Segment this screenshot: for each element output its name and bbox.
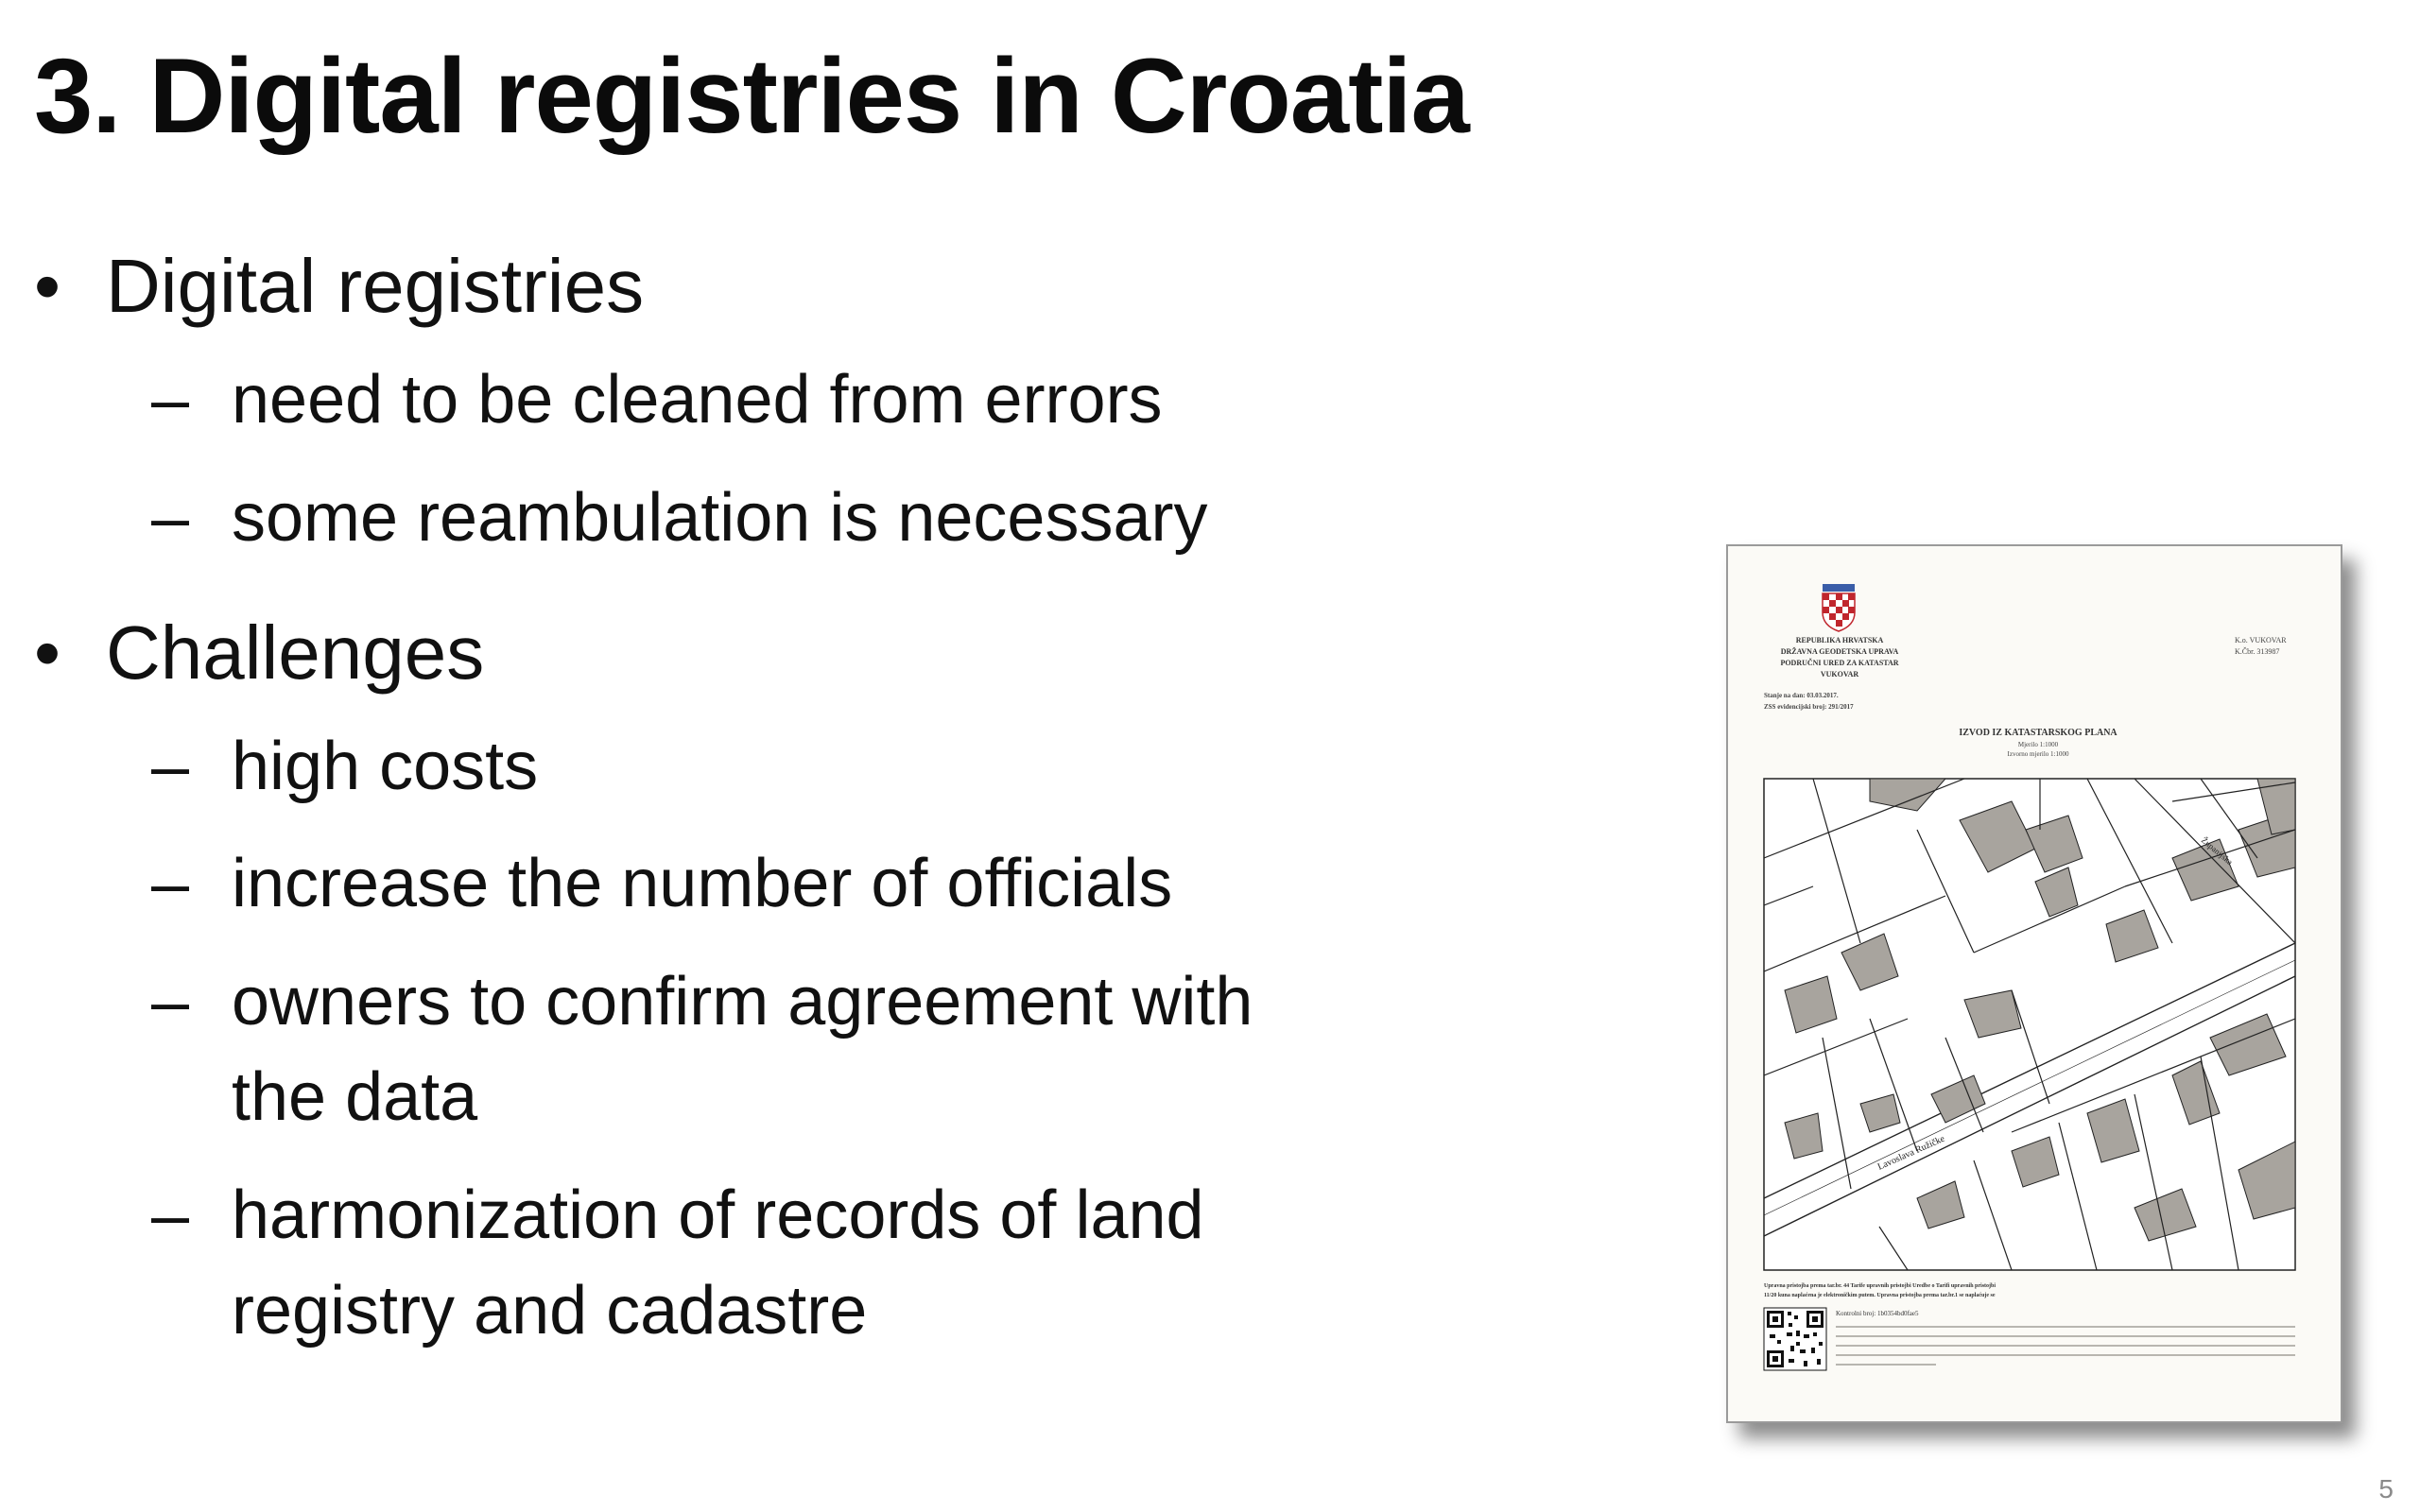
cadastral-map: [1764, 779, 2295, 1270]
sub-bullet-errors: [34, 352, 1509, 448]
dash-icon: –: [151, 728, 190, 804]
cadastral-extract-image: [1726, 544, 2342, 1423]
dash-icon: –: [151, 362, 190, 438]
doc-header-line: REPUBLIKA HRVATSKA: [1795, 636, 1884, 644]
doc-footer-line: Upravna pristojba prema tar.br. 44 Tarife upravnih pristojbi Uredbe o Tarifi upravnih pristojbi: [1764, 1283, 1996, 1289]
bullet-text: Digital registries: [106, 244, 645, 328]
croatian-coat-of-arms-icon: [1823, 584, 1855, 631]
page-number: 5: [2378, 1474, 2394, 1503]
street-label: Lavoslava Ružičke: [1876, 1133, 1946, 1173]
bullet-list: [34, 241, 1509, 1381]
bullet-digital-registries: [34, 241, 1509, 332]
doc-footer-line: 11/20 kuna naplaćena je elektroničkim putem. Upravna pristojba prema tar.br.1 se naplaćuje se: [1764, 1293, 1996, 1298]
bullet-challenges: [34, 608, 1509, 698]
sub-bullet-officials: [34, 836, 1509, 932]
doc-header-line: DRŽAVNA GEODETSKA UPRAVA: [1780, 647, 1899, 656]
sub-bullet-text: harmonization of records of land registry and cadastre: [232, 1177, 1204, 1349]
sub-bullet-text: owners to confirm agreement with the data: [232, 964, 1253, 1135]
sub-bullet-owners: [34, 954, 1290, 1145]
doc-date-line: ZSS evidencijski broj: 291/2017: [1764, 703, 1854, 711]
dash-icon: –: [151, 1177, 190, 1253]
bullet-icon: •: [34, 244, 61, 328]
doc-control-number: Kontrolni broj: 1b0354bd0fae5: [1836, 1310, 1919, 1317]
doc-scale-line: Mjerilo 1:1000: [2017, 741, 2059, 748]
doc-extract-title: IZVOD IZ KATASTARSKOG PLANA: [1959, 728, 2118, 738]
qr-code-icon: [1764, 1308, 1826, 1370]
section-challenges: [34, 608, 1509, 1359]
sub-bullet-text: some reambulation is necessary: [232, 479, 1208, 556]
sub-bullet-text: high costs: [232, 728, 539, 804]
doc-date-line: Stanje na dan: 03.03.2017.: [1764, 692, 1839, 699]
slide-title: 3. Digital registries in Croatia: [34, 37, 1469, 155]
dash-icon: –: [151, 479, 190, 556]
sub-bullet-harmonization: [34, 1168, 1243, 1359]
doc-scale-line: Izvorno mjerilo 1:1000: [2007, 750, 2069, 758]
doc-header-line: PODRUČNI URED ZA KATASTAR: [1780, 659, 1899, 667]
sub-bullet-text: increase the number of officials: [232, 846, 1173, 922]
bullet-icon: •: [34, 610, 61, 695]
sub-bullet-reambulation: [34, 471, 1509, 566]
section-digital-registries: [34, 241, 1509, 566]
sub-bullet-costs: [34, 719, 1509, 815]
sub-bullet-text: need to be cleaned from errors: [232, 362, 1163, 438]
dash-icon: –: [151, 846, 190, 922]
street-label: Županijska: [2199, 834, 2235, 868]
bullet-text: Challenges: [106, 610, 485, 695]
doc-header-right: K.o. VUKOVAR: [2235, 636, 2287, 644]
doc-header-right: K.Čbr. 313987: [2235, 647, 2280, 656]
dash-icon: –: [151, 964, 190, 1040]
doc-header-line: VUKOVAR: [1820, 670, 1859, 679]
